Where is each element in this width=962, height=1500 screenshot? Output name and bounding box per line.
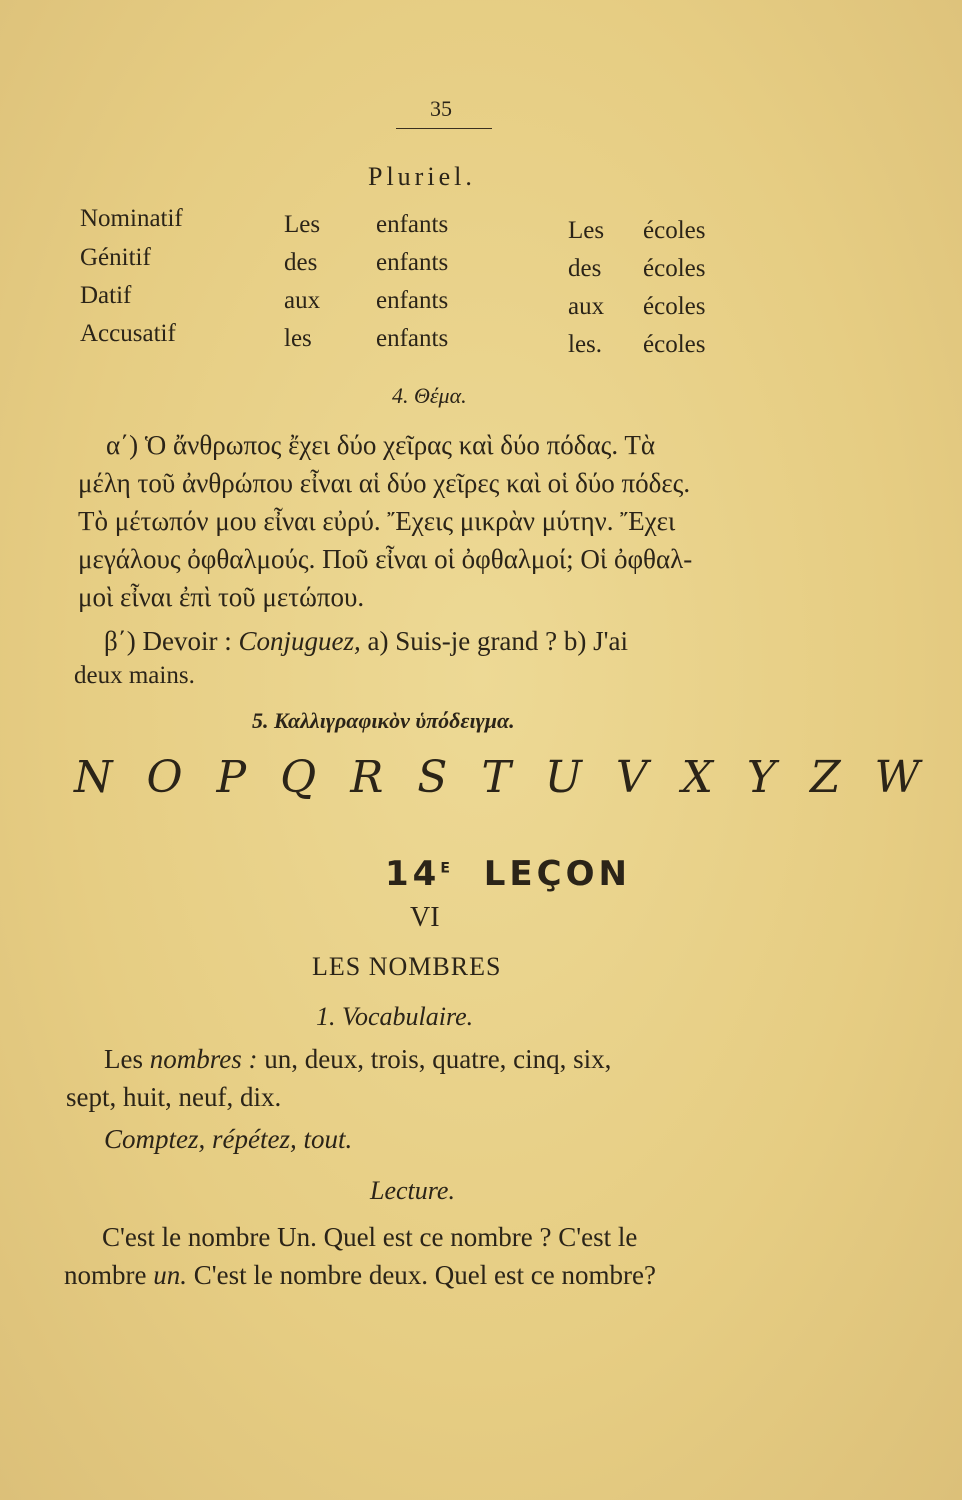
text-line: μοὶ εἶναι ἐπὶ τοῦ μετώπου. bbox=[78, 582, 365, 612]
calligraphy-heading: 5. Καλλιγραφικὸν ὑπόδειγμα. bbox=[252, 708, 515, 733]
case-name: Datif bbox=[80, 282, 132, 309]
noun: enfants bbox=[376, 325, 449, 352]
devoir-prefix: β΄) Devoir : bbox=[104, 626, 239, 656]
vocab-line bbox=[104, 1044, 611, 1075]
devoir-instruction: Conjuguez, bbox=[238, 626, 361, 656]
noun: écoles bbox=[643, 217, 706, 244]
lecture-heading: Lecture. bbox=[370, 1176, 455, 1205]
article: aux bbox=[284, 287, 321, 314]
vocab-term: nombres : bbox=[149, 1044, 258, 1074]
lecture-text: C'est le nombre deux. Quel est ce nombre? bbox=[186, 1260, 656, 1290]
text-line: μέλη τοῦ ἀνθρώπου εἶναι αἱ δύο χεῖρες καὶ οἱ δύο πόδες. bbox=[78, 468, 691, 498]
noun: écoles bbox=[643, 255, 706, 282]
noun: écoles bbox=[643, 331, 706, 358]
devoir-line-2: deux mains. bbox=[74, 662, 195, 689]
text-line: α΄) Ὁ ἄνθρωπος ἔχει δύο χεῖρας καὶ δύο πόδας. Τὰ bbox=[106, 430, 655, 460]
lecture-line-1: C'est le nombre Un. Quel est ce nombre ? C'est le bbox=[102, 1222, 638, 1252]
text-line: μεγάλους ὀφθαλμούς. Ποῦ εἶναι οἱ ὀφθαλμοί; Οἱ ὀφθαλ- bbox=[78, 544, 693, 574]
lesson-word: LEÇON bbox=[483, 854, 631, 894]
declension-title: Pluriel. bbox=[368, 162, 476, 191]
article: des bbox=[568, 255, 602, 282]
devoir-questions: a) Suis-je grand ? b) J'ai bbox=[360, 626, 629, 656]
article: Les bbox=[284, 211, 321, 238]
noun: enfants bbox=[376, 211, 449, 238]
noun: enfants bbox=[376, 287, 449, 314]
vocab-line-2: sept, huit, neuf, dix. bbox=[66, 1082, 282, 1112]
noun: écoles bbox=[643, 293, 706, 320]
article: aux bbox=[568, 293, 605, 320]
lesson-number: 14 bbox=[385, 854, 441, 894]
case-name: Génitif bbox=[80, 244, 151, 271]
article: les. bbox=[568, 331, 603, 358]
article: des bbox=[284, 249, 318, 276]
article: Les bbox=[568, 217, 605, 244]
lesson-number-suffix: E bbox=[440, 860, 454, 877]
instruction: Comptez, répétez, tout. bbox=[104, 1124, 353, 1154]
page-number: 35 bbox=[430, 96, 452, 121]
page-number-rule bbox=[396, 128, 492, 129]
lecture-line-2 bbox=[64, 1260, 656, 1291]
case-name: Nominatif bbox=[80, 205, 183, 232]
lesson-roman-numeral: VI bbox=[410, 902, 440, 933]
case-name: Accusatif bbox=[80, 320, 176, 347]
calligraphy-letters: N O P Q R S T U V X Y Z W bbox=[74, 752, 930, 803]
noun: enfants bbox=[376, 249, 449, 276]
lesson-subject: LES NOMBRES bbox=[312, 952, 502, 981]
article: les bbox=[284, 325, 312, 352]
theme-heading: 4. Θέμα. bbox=[392, 383, 467, 408]
text-line: Τὸ μέτωπόν μου εἶναι εὐρύ. Ἔχεις μικρὰν μύτην. Ἔχει bbox=[78, 506, 676, 536]
lesson-title bbox=[385, 854, 631, 894]
vocab-lead: Les bbox=[104, 1044, 150, 1074]
lecture-emphasis: un. bbox=[153, 1260, 187, 1290]
lecture-text: nombre bbox=[64, 1260, 154, 1290]
vocab-list: un, deux, trois, quatre, cinq, six, bbox=[257, 1044, 612, 1074]
vocab-heading: 1. Vocabulaire. bbox=[316, 1002, 474, 1031]
devoir-line bbox=[104, 626, 628, 657]
